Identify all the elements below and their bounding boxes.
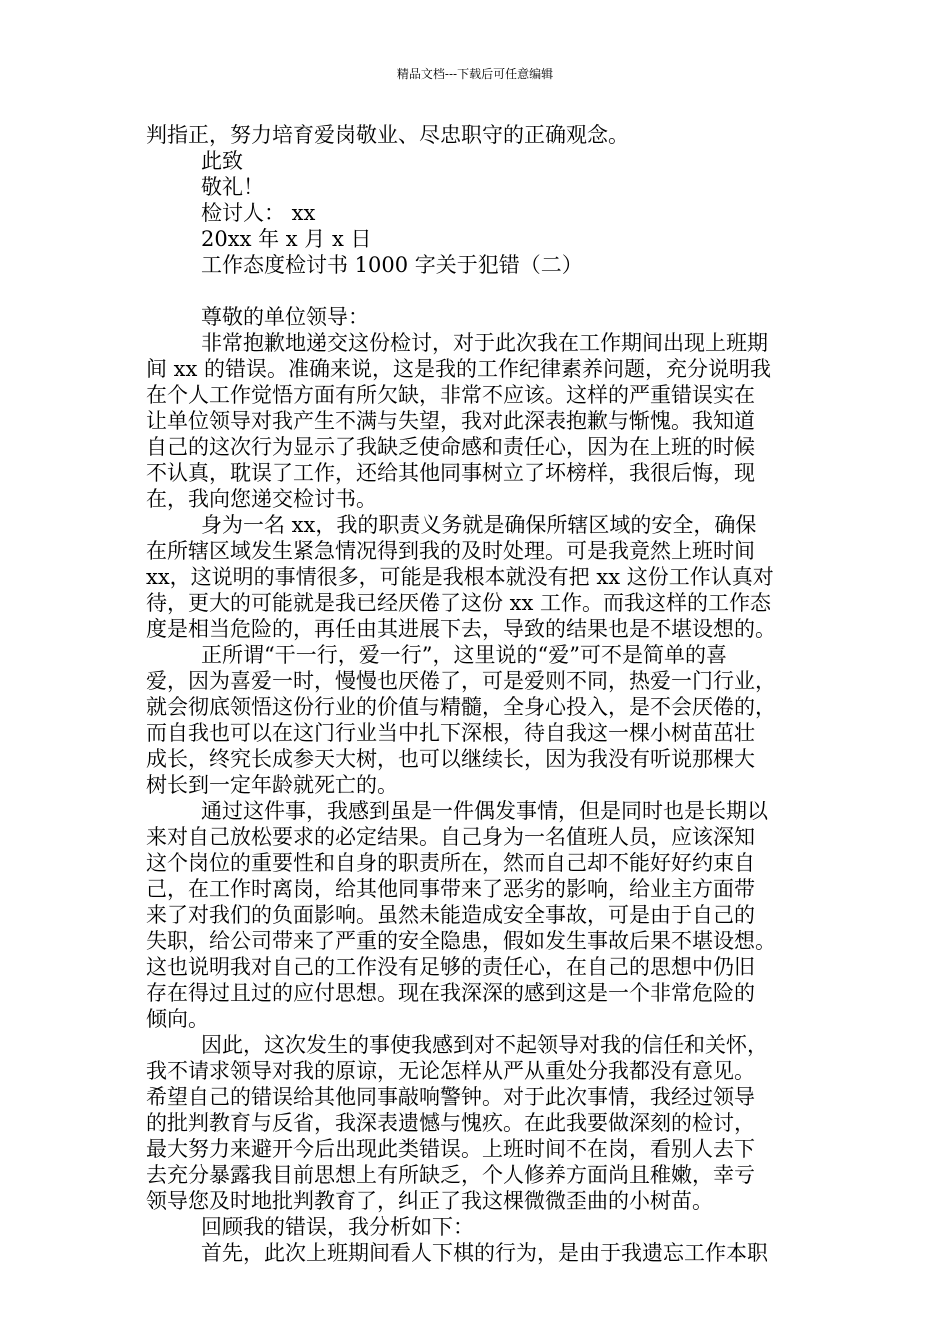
text-line: 因此，这次发生的事使我感到对不起领导对我的信任和关怀， — [201, 1033, 768, 1057]
text-line: 正所谓“干一行，爱一行”，这里说的“爱”可不是简单的喜 — [201, 643, 727, 667]
text-line: 的批判教育与反省，我深表遗憾与愧疚。在此我要做深刻的检讨， — [146, 1111, 755, 1135]
text-line: 去充分暴露我目前思想上有所缺乏，个人修养方面尚且稚嫩，幸亏 — [146, 1163, 755, 1187]
text-line: 非常抱歉地递交这份检讨，对于此次我在工作期间出现上班期 — [201, 331, 768, 355]
blank-line — [146, 278, 826, 304]
text-line: 倾向。 — [146, 1007, 209, 1031]
text-line: 尊敬的单位领导： — [201, 305, 369, 329]
text-line: 首先，此次上班期间看人下棋的行为，是由于我遗忘工作本职 — [201, 1241, 768, 1265]
text-line: 存在得过且过的应付思想。现在我深深的感到这是一个非常危险的 — [146, 981, 755, 1005]
text-line: 在个人工作觉悟方面有所欠缺，非常不应该。这样的严重错误实在 — [146, 383, 755, 407]
text-line: 身为一名 xx，我的职责义务就是确保所辖区域的安全，确保 — [201, 513, 757, 537]
text-line: 失职，给公司带来了严重的安全隐患，假如发生事故后果不堪设想。 — [146, 929, 776, 953]
text-line: 在所辖区域发生紧急情况得到我的及时处理。可是我竟然上班时间 — [146, 539, 755, 563]
text-line: 爱，因为喜爱一时，慢慢也厌倦了，可是爱则不同，热爱一门行业， — [146, 669, 776, 693]
text-line: 来了对我们的负面影响。虽然未能造成安全事故，可是由于自己的 — [146, 903, 755, 927]
text-line: xx，这说明的事情很多，可能是我根本就没有把 xx 这份工作认真对 — [146, 565, 774, 589]
text-line: 这也说明我对自己的工作没有足够的责任心，在自己的思想中仍旧 — [146, 955, 755, 979]
text-line: 自己的这次行为显示了我缺乏使命感和责任心，因为在上班的时候 — [146, 435, 755, 459]
text-line: 待，更大的可能就是我已经厌倦了这份 xx 工作。而我这样的工作态 — [146, 591, 772, 615]
text-line: 间 xx 的错误。准确来说，这是我的工作纪律素养问题，充分说明我 — [146, 357, 772, 381]
text-line: 希望自己的错误给其他同事敲响警钟。对于此次事情，我经过领导 — [146, 1085, 755, 1109]
text-line: 检讨人： xx — [201, 201, 316, 225]
text-line: 我不请求领导对我的原谅，无论怎样从严从重处分我都没有意见。 — [146, 1059, 755, 1083]
text-line: 这个岗位的重要性和自身的职责所在，然而自己却不能好好约束自 — [146, 851, 755, 875]
text-line: 来对自己放松要求的必定结果。自己身为一名值班人员，应该深知 — [146, 825, 755, 849]
page-header: 精品文档---下载后可任意编辑 — [396, 67, 554, 81]
text-line: 判指正，努力培育爱岗敬业、尽忠职守的正确观念。 — [146, 123, 629, 147]
text-line: 树长到一定年龄就死亡的。 — [146, 773, 398, 797]
text-line: 让单位领导对我产生不满与失望，我对此深表抱歉与惭愧。我知道 — [146, 409, 755, 433]
text-line: 通过这件事，我感到虽是一件偶发事情，但是同时也是长期以 — [201, 799, 768, 823]
text-line: 敬礼！ — [201, 175, 264, 199]
text-line: 20xx 年 x 月 x 日 — [201, 227, 372, 251]
document-body — [146, 122, 826, 1266]
text-line: 度是相当危险的，再任由其进展下去，导致的结果也是不堪设想的。 — [146, 617, 776, 641]
text-line: 己，在工作时离岗，给其他同事带来了恶劣的影响，给业主方面带 — [146, 877, 755, 901]
text-line: 成长，终究长成参天大树，也可以继续长，因为我没有听说那棵大 — [146, 747, 755, 771]
text-line: 此致 — [201, 149, 243, 173]
text-line: 工作态度检讨书 1000 字关于犯错（二） — [201, 253, 583, 277]
text-line: 最大努力来避开今后出现此类错误。上班时间不在岗，看别人去下 — [146, 1137, 755, 1161]
text-line: 不认真，耽误了工作，还给其他同事树立了坏榜样，我很后悔，现 — [146, 461, 755, 485]
text-line: 回顾我的错误，我分析如下： — [201, 1215, 474, 1239]
text-line: 而自我也可以在这门行业当中扎下深根，待自我这一棵小树苗茁壮 — [146, 721, 755, 745]
text-line: 就会彻底领悟这份行业的价值与精髓，全身心投入，是不会厌倦的， — [146, 695, 776, 719]
text-line: 领导您及时地批判教育了，纠正了我这棵微微歪曲的小树苗。 — [146, 1189, 713, 1213]
text-line: 在，我向您递交检讨书。 — [146, 487, 377, 511]
